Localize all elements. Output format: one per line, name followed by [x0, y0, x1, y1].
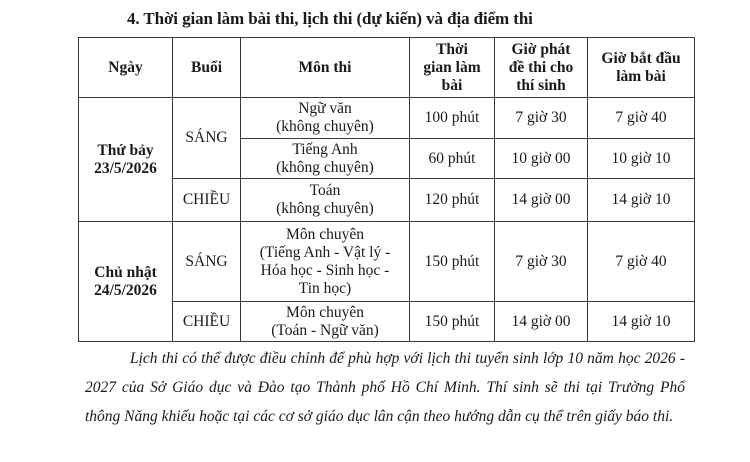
schedule-note — [85, 344, 685, 431]
start-time-cell: 14 giờ 10 — [588, 179, 695, 222]
subject-cell: Toán (không chuyên) — [241, 179, 410, 222]
session-cell: CHIỀU — [173, 302, 241, 342]
section-heading: 4. Thời gian làm bài thi, lịch thi (dự kiến) và địa điểm thi — [127, 9, 533, 28]
subject-cell: Ngữ văn (không chuyên) — [241, 98, 410, 139]
exam-schedule-table — [78, 37, 695, 342]
start-time-cell: 10 giờ 10 — [588, 139, 695, 179]
header-session: Buổi — [173, 38, 241, 98]
paper-time-cell: 10 giờ 00 — [495, 139, 588, 179]
paper-time-cell: 7 giờ 30 — [495, 222, 588, 302]
duration-cell: 100 phút — [410, 98, 495, 139]
day-cell: Thứ bảy 23/5/2026 — [79, 98, 173, 222]
duration-cell: 120 phút — [410, 179, 495, 222]
duration-cell: 150 phút — [410, 222, 495, 302]
header-paper-time: Giờ phát đề thi cho thí sinh — [495, 38, 588, 98]
session-cell: SÁNG — [173, 222, 241, 302]
duration-cell: 150 phút — [410, 302, 495, 342]
session-cell: SÁNG — [173, 98, 241, 179]
subject-cell: Môn chuyên (Tiếng Anh - Vật lý - Hóa học - Sinh học - Tin học) — [241, 222, 410, 302]
table-row — [79, 98, 695, 139]
start-time-cell: 14 giờ 10 — [588, 302, 695, 342]
paper-time-cell: 14 giờ 00 — [495, 179, 588, 222]
header-subject: Môn thi — [241, 38, 410, 98]
header-start-time: Giờ bắt đầu làm bài — [588, 38, 695, 98]
start-time-cell: 7 giờ 40 — [588, 222, 695, 302]
schedule-note-text: Lịch thi có thể được điều chỉnh để phù hợp với lịch thi tuyển sinh lớp 10 năm học 2026 - 2027 của Sở Giáo dục và Đào tạo Thành phố Hồ Chí Minh. Thí sinh sẽ thi tại Trường Phổ thông Năng khiếu hoặc tại các cơ sở giáo dục lân cận theo hướng dẫn cụ thể trên giấy báo thi. — [85, 350, 685, 425]
duration-cell: 60 phút — [410, 139, 495, 179]
subject-cell: Môn chuyên (Toán - Ngữ văn) — [241, 302, 410, 342]
header-duration: Thời gian làm bài — [410, 38, 495, 98]
paper-time-cell: 7 giờ 30 — [495, 98, 588, 139]
paper-time-cell: 14 giờ 00 — [495, 302, 588, 342]
session-cell: CHIỀU — [173, 179, 241, 222]
header-day: Ngày — [79, 38, 173, 98]
table-header-row — [79, 38, 695, 98]
day-cell: Chủ nhật 24/5/2026 — [79, 222, 173, 342]
table-row — [79, 222, 695, 302]
subject-cell: Tiếng Anh (không chuyên) — [241, 139, 410, 179]
start-time-cell: 7 giờ 40 — [588, 98, 695, 139]
